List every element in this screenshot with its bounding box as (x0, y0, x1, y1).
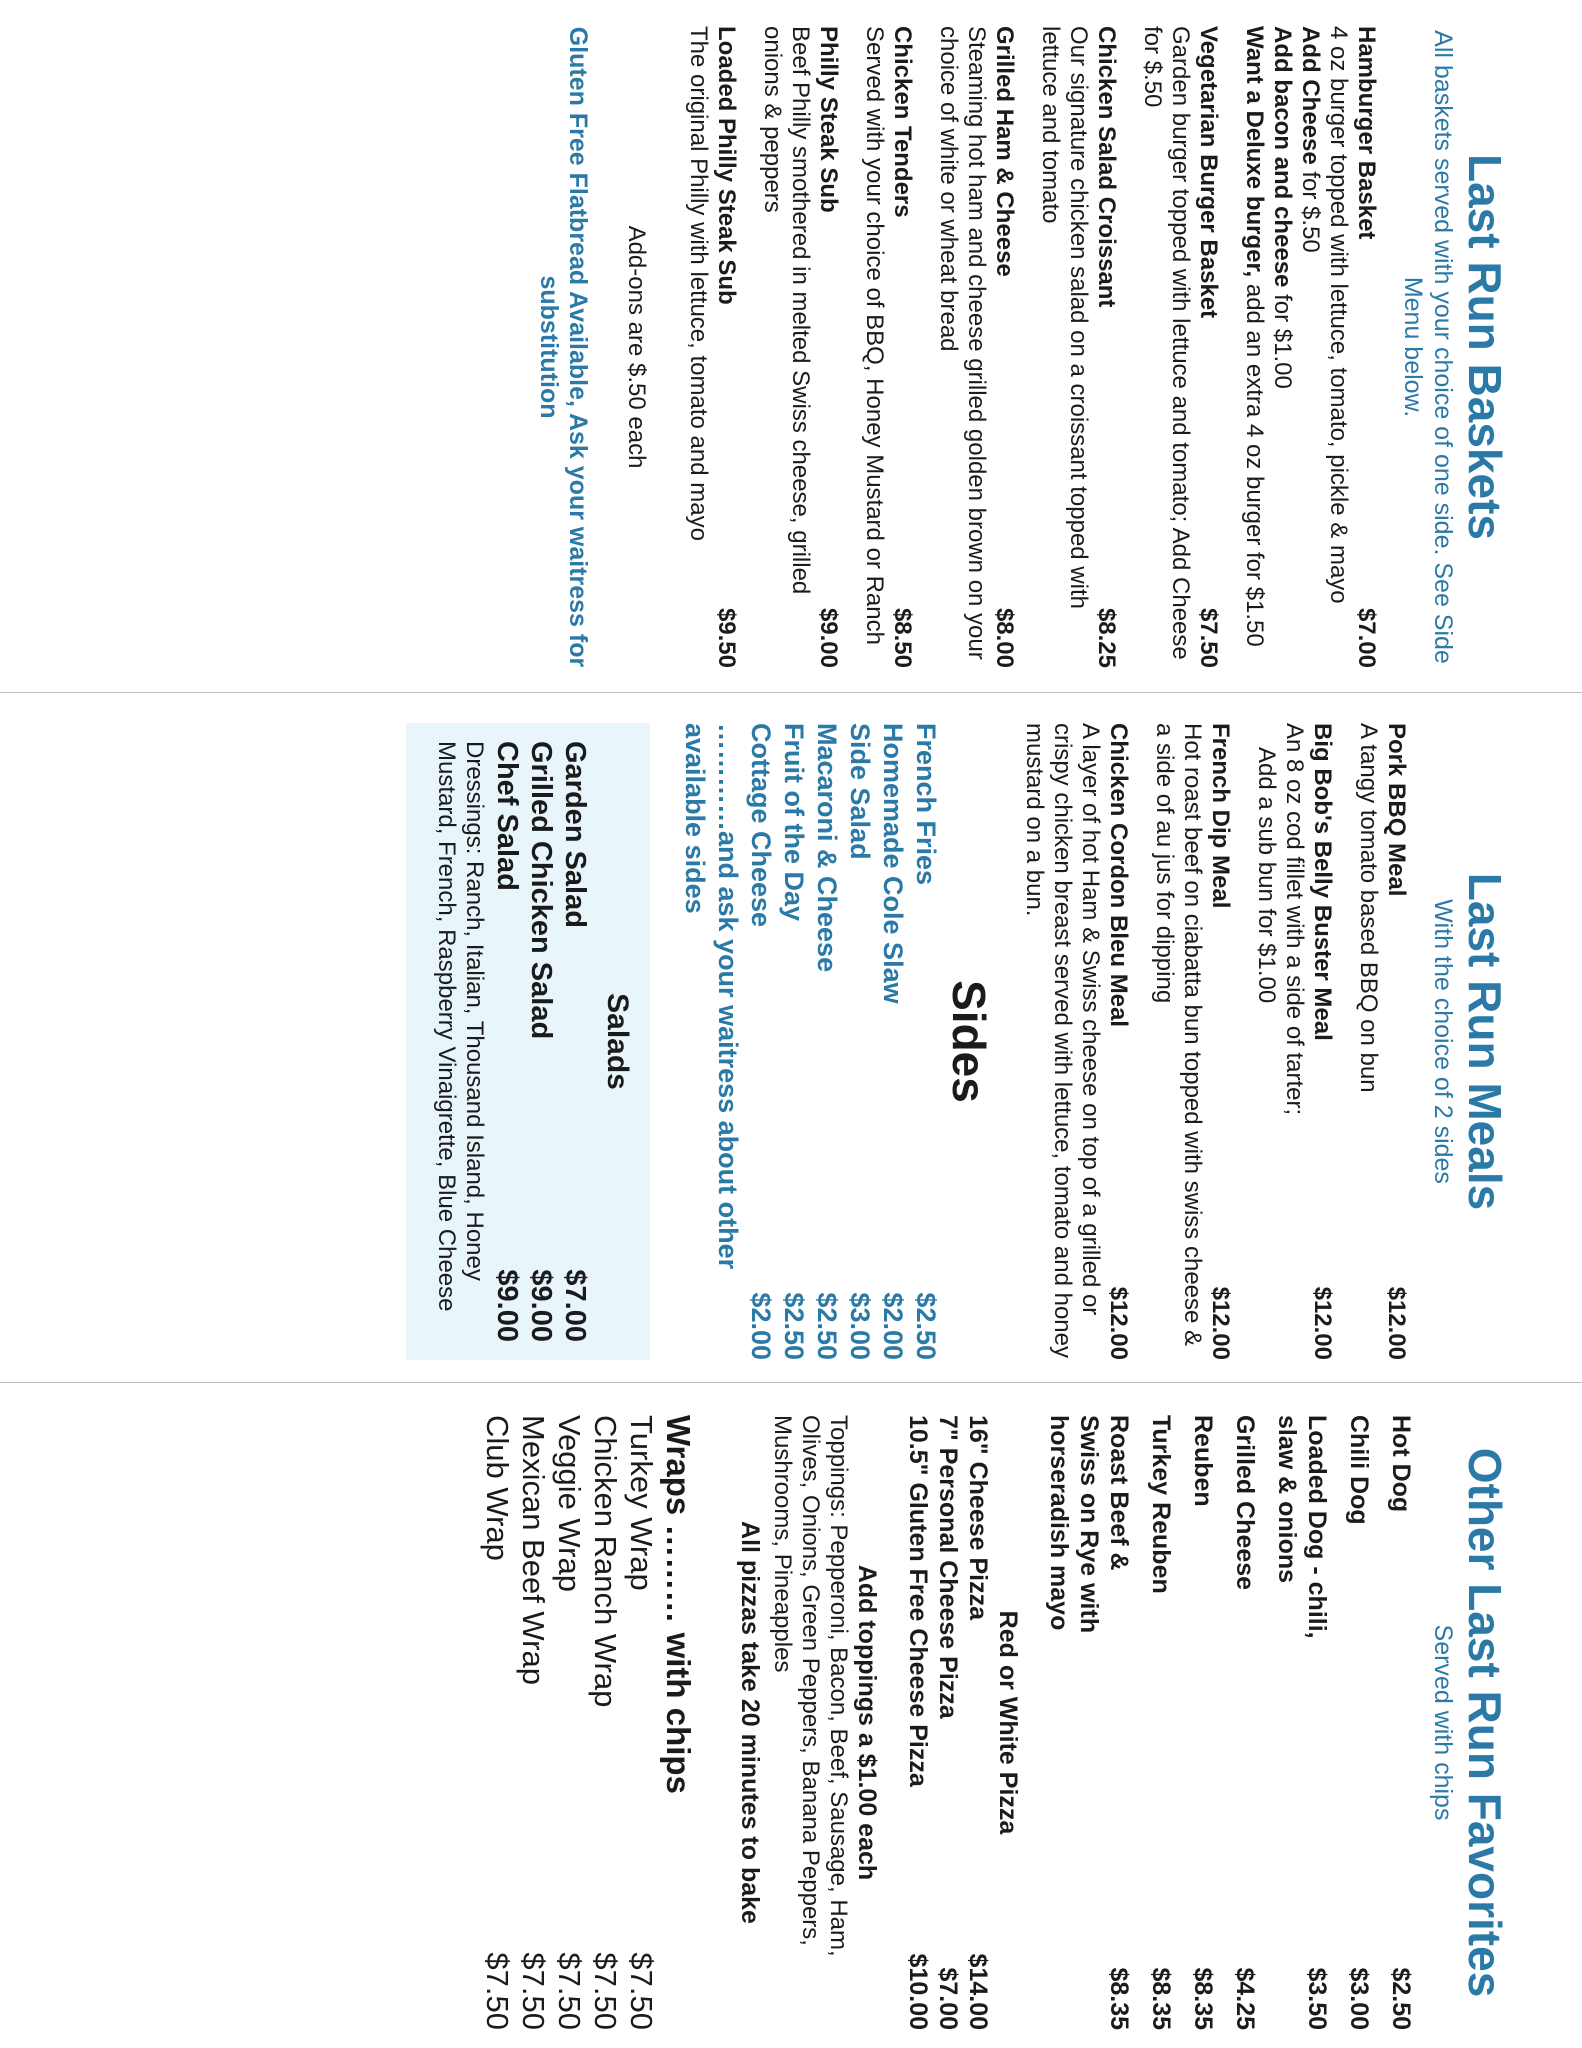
item-description: Our signature chicken salad on a croissant topped with lettuce and tomato (1037, 26, 1092, 609)
favorite-item (1272, 1415, 1332, 2030)
meal-item (1150, 723, 1234, 1360)
addon-label: Add bacon and cheese (1269, 26, 1296, 288)
item-price: $8.50 (889, 607, 916, 668)
item-price: $8.00 (991, 607, 1018, 668)
item-price: $8.35 (1147, 1967, 1175, 2030)
salad-item (490, 741, 524, 1342)
item-name: Hamburger Basket (1353, 26, 1380, 240)
item-price: $9.00 (525, 1269, 557, 1342)
item-name: Loaded Dog - chili, slaw & onions (1273, 1415, 1331, 1639)
addon-bacon (1268, 26, 1296, 668)
item-price: $9.50 (713, 607, 740, 668)
baskets-subtitle: All baskets served with your choice of one side. See Side Menu below. (1399, 30, 1457, 664)
wrap-item (587, 1415, 623, 2030)
item-name: Garden Salad (559, 741, 591, 928)
addons-note: Add-ons are $.50 each (623, 225, 650, 469)
favorites-panel (0, 1385, 1582, 2048)
item-price: $2.50 (779, 1292, 809, 1360)
item-price: $9.00 (815, 607, 842, 668)
item-price: $2.50 (812, 1292, 842, 1360)
favorite-item (1344, 1415, 1374, 2030)
item-name: Loaded Philly Steak Sub (713, 26, 740, 305)
item-price: $12.00 (1105, 1286, 1132, 1360)
item-price: $8.25 (1093, 607, 1120, 668)
fold-line (0, 692, 1582, 693)
favorite-item (1230, 1415, 1260, 2030)
item-description: A layer of hot Ham & Swiss cheese on top of a grilled or crispy chicken breast served with lettuce, tomato and honey mustard on a bun. (1021, 723, 1104, 1358)
addon-label: Add Cheese (1297, 26, 1324, 165)
item-name: Macaroni & Cheese (812, 723, 842, 973)
wrap-item (515, 1415, 551, 2030)
addon-text: add an extra 4 oz burger for $1.50 (1241, 277, 1268, 647)
favorites-subtitle: Served with chips (1429, 1624, 1457, 1821)
item-price: $7.50 (624, 1952, 659, 2030)
favorite-item (1386, 1415, 1416, 2030)
addon-text: for $.50 (1297, 164, 1324, 253)
item-description: 4 oz burger topped with lettuce, tomato, pickle & mayo (1325, 26, 1352, 604)
item-price: $2.50 (1387, 1967, 1415, 2030)
item-name: French Dip Meal (1207, 723, 1234, 909)
item-name: Grilled Cheese (1231, 1415, 1259, 1591)
side-item (810, 723, 843, 1360)
side-item (744, 723, 777, 1360)
side-item (843, 723, 876, 1360)
item-price: $14.00 (964, 1953, 992, 2030)
meals-title: Last Run Meals (1459, 872, 1511, 1211)
basket-item (860, 26, 916, 668)
item-name: Side Salad (845, 723, 875, 860)
item-name: Cottage Cheese (746, 723, 776, 928)
item-price: $2.50 (911, 1292, 941, 1360)
item-name: Pork BBQ Meal (1383, 723, 1410, 897)
dressings-list: Dressings: Ranch, Italian, Thousand Island, Honey Mustard, French, Raspberry Vinaigrette, Blue Cheese (433, 741, 488, 1312)
sides-list (678, 723, 942, 1360)
item-name: Turkey Reuben (1147, 1415, 1175, 1594)
salad-item (558, 741, 592, 1342)
item-name: Fruit of the Day (779, 723, 809, 922)
basket-item (758, 26, 842, 668)
item-description: Beef Philly smothered in melted Swiss cheese, grilled onions & peppers (759, 26, 814, 595)
side-item (876, 723, 909, 1360)
pizza-item (933, 1415, 963, 2030)
pizza-item (903, 1415, 933, 2030)
basket-item (684, 26, 740, 668)
item-description: Served with your choice of BBQ, Honey Mustard or Ranch (861, 26, 888, 645)
salads-box (406, 723, 650, 1360)
item-description: An 8 oz cod fillet with a side of tarter; (1281, 723, 1308, 1116)
item-name: Chicken Ranch Wrap (588, 1415, 623, 1708)
item-price: $7.00 (559, 1269, 591, 1342)
item-name: 7" Personal Cheese Pizza (934, 1415, 962, 1719)
sides-title: Sides (943, 980, 995, 1103)
basket-item (934, 26, 1018, 668)
item-price: $7.50 (480, 1952, 515, 2030)
item-name: 10.5" Gluten Free Cheese Pizza (904, 1415, 932, 1787)
meal-item (1252, 723, 1336, 1360)
favorites-title: Other Last Run Favorites (1459, 1447, 1511, 1998)
side-item (909, 723, 942, 1360)
gluten-free-note: Gluten Free Flatbread Available, Ask your waitress for substitution (535, 26, 592, 668)
item-description: A tangy tomato based BBQ on bun (1355, 723, 1382, 1093)
salad-item (524, 741, 558, 1342)
item-price: $12.00 (1383, 1286, 1410, 1360)
item-name: Homemade Cole Slaw (878, 723, 908, 1004)
favorite-item (1146, 1415, 1176, 2030)
item-price: $12.00 (1309, 1286, 1336, 1360)
meals-panel (0, 695, 1582, 1380)
item-price: $7.50 (516, 1952, 551, 2030)
addon-cheese (1296, 26, 1324, 668)
item-name: Philly Steak Sub (815, 26, 842, 213)
item-name: 16" Cheese Pizza (964, 1415, 992, 1621)
baskets-title: Last Run Baskets (1459, 153, 1511, 540)
add-toppings-note: Add toppings a $1.00 each (853, 1564, 881, 1881)
item-description: Steaming hot ham and cheese grilled golden brown on your choice of white or wheat bread (935, 26, 990, 660)
item-price: $7.00 (934, 1967, 962, 2030)
item-name: Reuben (1189, 1415, 1217, 1507)
addon-text: for $1.00 (1269, 287, 1296, 389)
item-name: Chili Dog (1345, 1415, 1373, 1525)
item-price: $7.50 (552, 1952, 587, 2030)
item-name: Chicken Salad Croissant (1093, 26, 1120, 308)
bake-time-note: All pizzas take 20 minutes to bake (736, 1521, 764, 1924)
item-name: Vegetarian Burger Basket (1195, 26, 1222, 319)
sides-note: …………and ask your waitress about other available sides (680, 723, 743, 1270)
item-name: Veggie Wrap (552, 1415, 587, 1592)
wrap-item (479, 1415, 515, 2030)
item-price: $8.35 (1105, 1967, 1133, 2030)
salads-title: Salads (601, 993, 634, 1090)
addon-label: Want a Deluxe burger, (1241, 26, 1268, 278)
item-price: $3.00 (845, 1292, 875, 1360)
item-name: Mexican Beef Wrap (516, 1415, 551, 1685)
item-description: The original Philly with lettuce, tomato and mayo (685, 26, 712, 541)
item-price: $7.50 (1195, 607, 1222, 668)
wraps-title: Wraps ……… with chips (660, 1415, 697, 1794)
item-name: Club Wrap (480, 1415, 515, 1561)
item-price: $2.00 (746, 1292, 776, 1360)
favorite-item (1188, 1415, 1218, 2030)
item-name: Hot Dog (1387, 1415, 1415, 1513)
pizza-item (963, 1415, 993, 2030)
wrap-item (551, 1415, 587, 2030)
basket-item (1240, 26, 1380, 668)
item-price: $7.50 (588, 1952, 623, 2030)
item-price: $7.00 (1353, 607, 1380, 668)
item-name: Grilled Ham & Cheese (991, 26, 1018, 277)
item-price: $3.00 (1345, 1967, 1373, 2030)
wrap-item (623, 1415, 659, 2030)
side-item (777, 723, 810, 1360)
fold-line (0, 1382, 1582, 1383)
item-price: $3.50 (1303, 1967, 1331, 2030)
item-price: $12.00 (1207, 1286, 1234, 1360)
item-price: $8.35 (1189, 1967, 1217, 2030)
item-extra: Add a sub bun for $1.00 (1253, 747, 1280, 1004)
item-name: Chicken Tenders (889, 26, 916, 218)
item-price: $2.00 (878, 1292, 908, 1360)
item-name: French Fries (911, 723, 941, 886)
item-description: Hot roast beef on ciabatta bun topped with swiss cheese & a side of au jus for dipping (1151, 723, 1206, 1347)
basket-item (1138, 26, 1222, 668)
meal-item (1354, 723, 1410, 1360)
item-price: $4.25 (1231, 1967, 1259, 2030)
favorite-item (1044, 1415, 1134, 2030)
item-name: Grilled Chicken Salad (525, 741, 557, 1040)
baskets-panel (0, 0, 1582, 690)
item-price: $9.00 (491, 1269, 523, 1342)
item-name: Turkey Wrap (624, 1415, 659, 1591)
basket-item (1036, 26, 1120, 668)
item-price: $10.00 (904, 1953, 932, 2030)
toppings-list: Toppings: Pepperoni, Bacon, Beef, Sausage, Ham, Olives, Onions, Green Peppers, Banana Peppers, Mushrooms, Pineapples (769, 1415, 852, 1957)
item-name: Roast Beef & Swiss on Rye with horseradish mayo (1045, 1415, 1133, 1634)
meals-subtitle: With the choice of 2 sides (1429, 899, 1457, 1184)
meal-item (1020, 723, 1132, 1360)
addon-deluxe (1240, 26, 1268, 668)
item-name: Chef Salad (491, 741, 523, 891)
item-name: Chicken Cordon Bleu Meal (1105, 723, 1132, 1028)
item-description: Garden burger topped with lettuce and tomato; Add Cheese for $.50 (1139, 26, 1194, 660)
pizza-title: Red or White Pizza (994, 1610, 1022, 1835)
item-name: Big Bob's Belly Buster Meal (1309, 723, 1336, 1041)
